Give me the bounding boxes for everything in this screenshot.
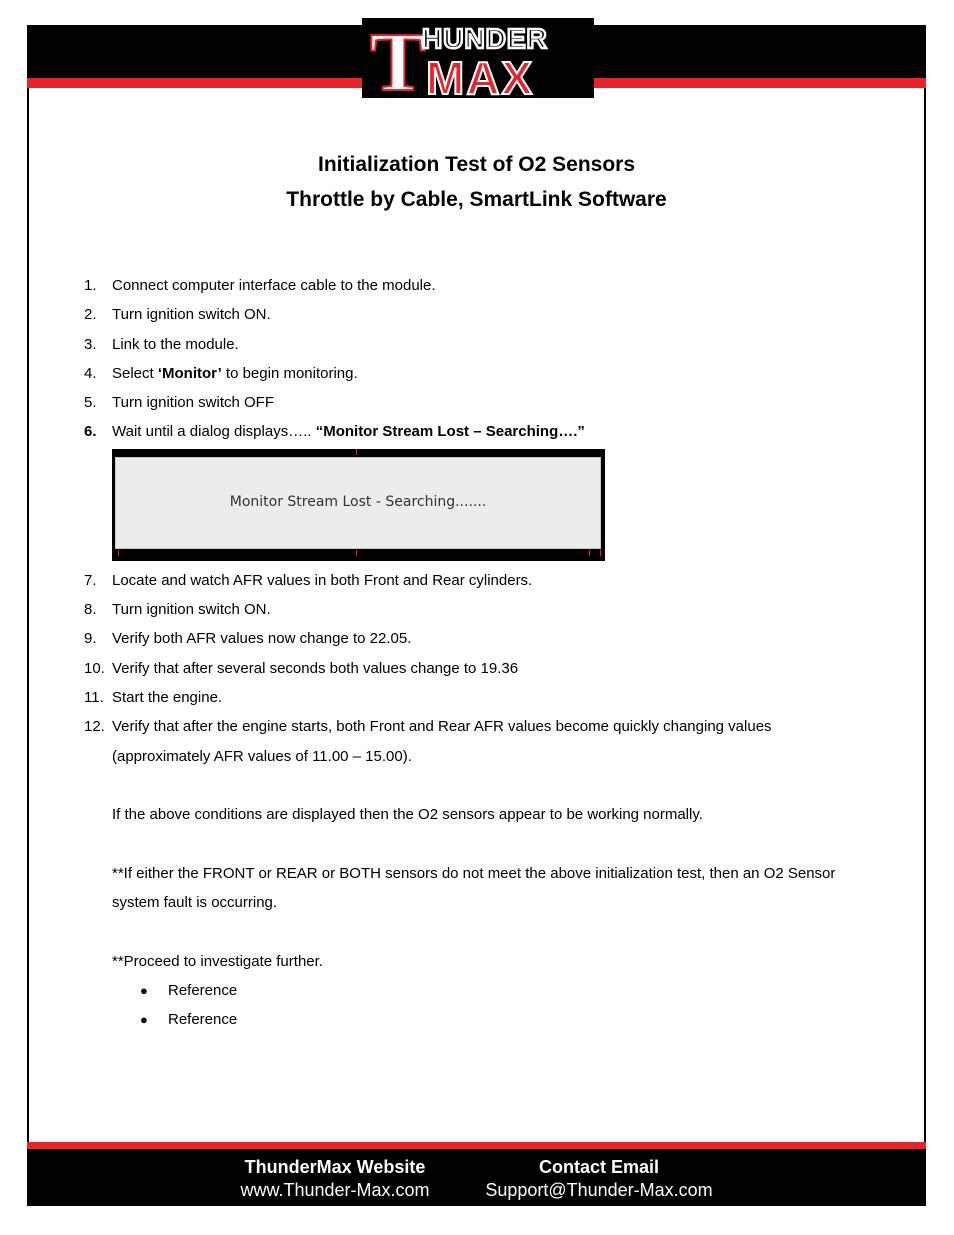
- bullet-icon: ●: [140, 982, 148, 998]
- title-line-2: Throttle by Cable, SmartLink Software: [286, 188, 667, 211]
- step-row: [84, 595, 884, 624]
- step-text: Turn ignition switch ON.: [112, 306, 271, 324]
- step-number: 7.: [84, 571, 97, 589]
- step-text: [112, 359, 884, 388]
- step-text: Verify that after the engine starts, both Front and Rear AFR values become quickly changing values: [112, 718, 772, 736]
- email-label: Contact Email: [538, 1157, 660, 1177]
- footer-bar: [27, 1149, 926, 1206]
- step-number: 10.: [84, 659, 105, 677]
- step-row: [84, 566, 884, 595]
- fault-paragraph-line-1: **If either the FRONT or REAR or BOTH sensors do not meet the above initialization test, then an O2 Sensor: [112, 864, 836, 882]
- step-number: 6.: [84, 423, 97, 441]
- step-number: 1.: [84, 277, 97, 294]
- step-text: Turn ignition switch ON.: [112, 601, 271, 619]
- dialog-box: [115, 457, 601, 549]
- logo-t: T: [370, 18, 427, 98]
- ruler-tick: [356, 550, 357, 556]
- step-number: 4.: [84, 364, 97, 382]
- step-text-pre: Select: [112, 364, 158, 382]
- procedure-body: [84, 271, 884, 1035]
- list-item: [140, 1005, 884, 1034]
- step-number: 9.: [84, 630, 97, 648]
- step-row: [84, 330, 884, 359]
- step-row: [84, 624, 884, 653]
- proceed-paragraph: **Proceed to investigate further.: [112, 952, 323, 970]
- step-row: [84, 417, 884, 446]
- step-text-post: to begin monitoring.: [221, 364, 358, 382]
- reference-list: [84, 976, 884, 1035]
- logo-max: MAX: [426, 52, 535, 98]
- step-text: Verify both AFR values now change to 22.05.: [112, 630, 412, 648]
- logo-hunder: HUNDER: [422, 23, 548, 54]
- step-text: Link to the module.: [112, 335, 239, 353]
- thundermax-logo: [362, 18, 594, 98]
- website-link[interactable]: www.Thunder-Max.com: [240, 1180, 430, 1200]
- dialog-message-emphasis: “Monitor Stream Lost – Searching….”: [315, 423, 585, 441]
- monitor-emphasis: ‘Monitor’: [157, 364, 222, 382]
- step-number: 2.: [84, 306, 97, 324]
- reference-link[interactable]: Reference: [168, 1011, 238, 1029]
- step-text: Locate and watch AFR values in both Front and Rear cylinders.: [112, 571, 533, 589]
- step-number: 12.: [84, 718, 105, 736]
- ruler-tick: [589, 550, 590, 556]
- normal-conditions-paragraph: If the above conditions are displayed then the O2 sensors appear to be working normally.: [112, 806, 703, 824]
- step-row: [84, 712, 884, 741]
- step-text: [112, 417, 884, 446]
- dialog-screenshot: [112, 449, 605, 561]
- step-row: [84, 359, 884, 388]
- ruler-tick: [356, 449, 357, 455]
- fault-paragraph-line-2: system fault is occurring.: [112, 894, 278, 912]
- step-text: Connect computer interface cable to the module.: [112, 277, 436, 294]
- step-row-continued: [84, 742, 884, 771]
- step-row: [84, 683, 884, 712]
- step-text-pre: Wait until a dialog displays…..: [112, 423, 316, 441]
- ruler-tick: [600, 550, 601, 556]
- step-number: 8.: [84, 601, 97, 619]
- email-link[interactable]: Support@Thunder-Max.com: [485, 1180, 713, 1200]
- step-number: 5.: [84, 394, 97, 412]
- ruler-tick: [118, 550, 119, 556]
- website-label: ThunderMax Website: [244, 1157, 426, 1177]
- list-item: [140, 976, 884, 1005]
- step-row: [84, 300, 884, 329]
- step-text: Turn ignition switch OFF: [112, 394, 274, 412]
- step-text: Verify that after several seconds both values change to 19.36: [112, 659, 519, 677]
- step-number: 3.: [84, 335, 97, 353]
- step-text: Start the engine.: [112, 688, 223, 706]
- reference-link[interactable]: Reference: [168, 981, 238, 999]
- step-row: [84, 388, 884, 417]
- footer-website: [225, 1156, 445, 1202]
- step-row: [84, 654, 884, 683]
- step-text: (approximately AFR values of 11.00 – 15.00).: [112, 747, 412, 765]
- step-row: [84, 271, 884, 300]
- bullet-icon: ●: [140, 1012, 148, 1028]
- footer-red-stripe: [27, 1142, 926, 1149]
- step-number: 11.: [84, 688, 104, 706]
- footer-email: [474, 1156, 724, 1202]
- dialog-message: Monitor Stream Lost - Searching.......: [229, 494, 487, 511]
- title-line-1: Initialization Test of O2 Sensors: [318, 153, 635, 176]
